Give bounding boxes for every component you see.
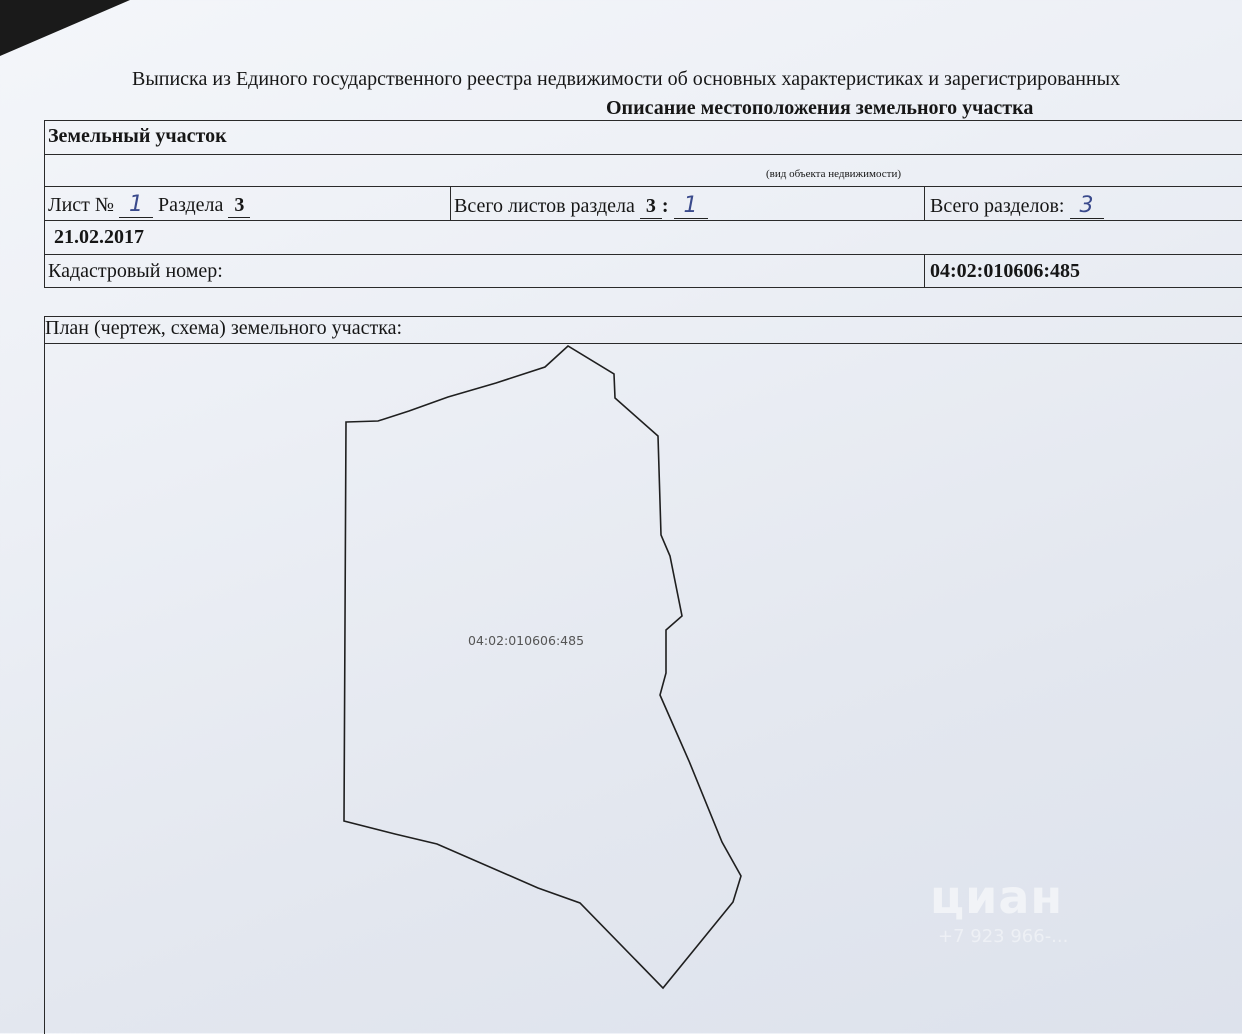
plan-title: План (чертеж, схема) земельного участка:: [45, 317, 403, 339]
total-sheets-label: Всего листов раздела: [454, 195, 635, 217]
total-sections-value: 3: [1070, 193, 1104, 219]
watermark-phone: +7 923 966-...: [938, 926, 1069, 947]
parcel-label: 04:02:010606:485: [468, 633, 585, 648]
sheet-label: Лист №: [48, 194, 114, 216]
document-section-title: Описание местоположения земельного участка: [606, 97, 1034, 119]
statement-date: 21.02.2017: [54, 226, 144, 248]
sheet-number-value: 1: [119, 192, 153, 218]
total-sheets-handwritten-value: 1: [674, 193, 708, 219]
section-number-value: 3: [228, 194, 250, 218]
section-label: Раздела: [157, 194, 224, 216]
total-sheets-printed-value: 3: [640, 195, 662, 219]
total-sheets-colon: :: [661, 195, 669, 217]
parcel-boundary: [344, 346, 741, 988]
document-header-line: Выписка из Единого государственного реестра недвижимости об основных характеристиках и зарегистрированных: [132, 68, 1121, 90]
watermark-logo: циан: [930, 870, 1064, 924]
total-sections-label: Всего разделов:: [930, 195, 1065, 217]
object-type-caption: (вид объекта недвижимости): [766, 168, 902, 180]
object-type: Земельный участок: [48, 125, 227, 147]
cadastral-number: 04:02:010606:485: [930, 260, 1080, 282]
cadastral-label: Кадастровый номер:: [48, 260, 223, 282]
